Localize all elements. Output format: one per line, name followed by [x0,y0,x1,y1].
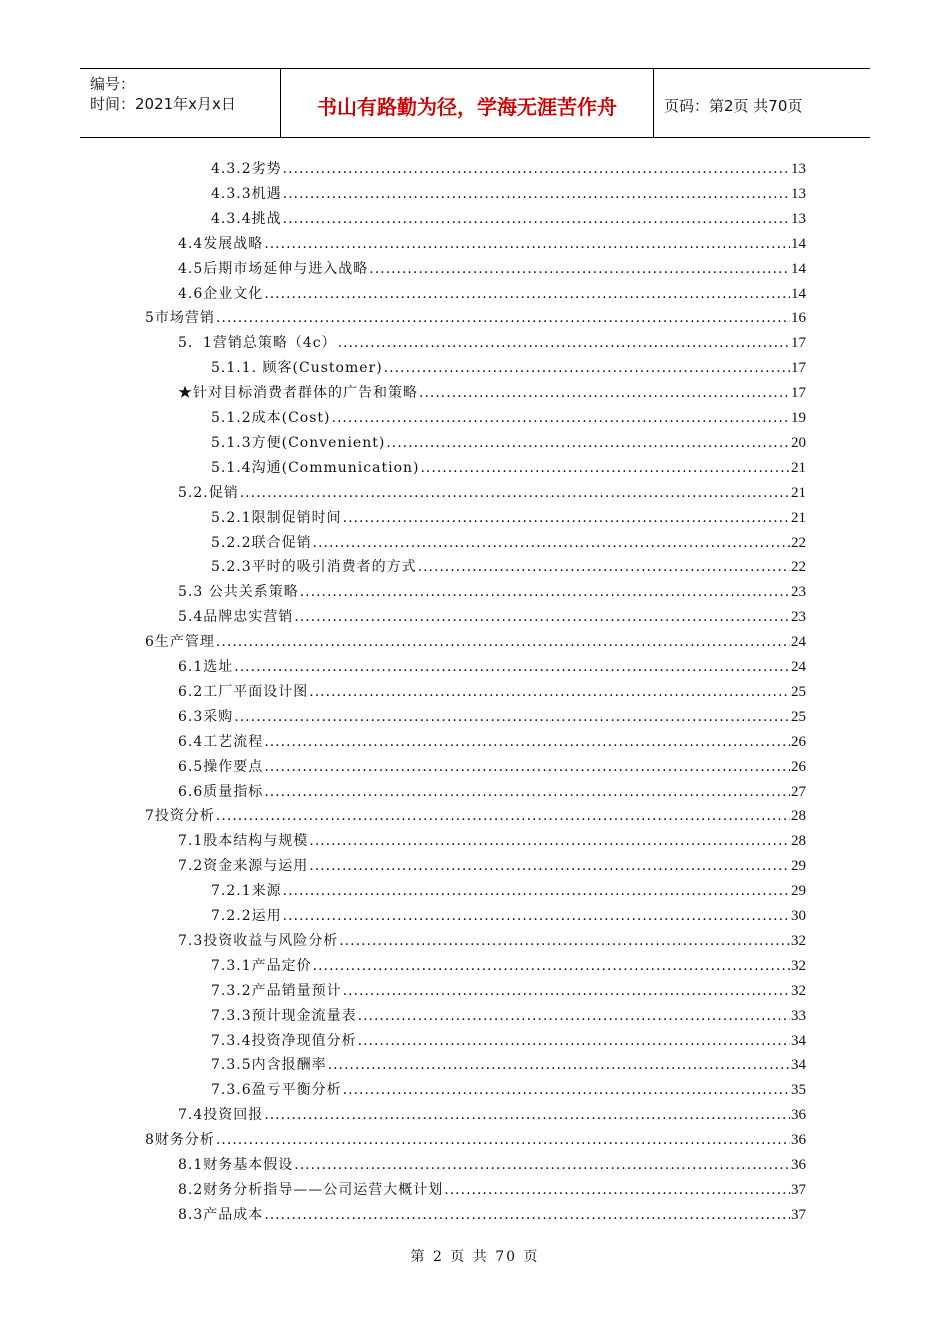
toc-entry[interactable] [211,1054,806,1076]
toc-entry[interactable] [178,706,806,728]
header-page-info: 页码：第2页 共70页 [664,97,803,115]
toc-dot-leader [264,759,790,775]
toc-entry[interactable] [211,556,806,578]
toc-entry[interactable] [211,905,806,927]
header-page-cell [654,69,870,137]
toc-dot-leader [339,933,790,949]
toc-entry-title: 5.2.1限制促销时间 [211,510,342,526]
toc-entry-page-number: 23 [791,609,806,625]
toc-entry[interactable] [145,805,806,827]
toc-dot-leader [264,236,790,252]
toc-entry-page-number: 13 [791,161,806,177]
toc-entry-title: 7.3.5内含报酬率 [211,1057,327,1073]
toc-entry[interactable] [178,1179,806,1201]
toc-entry[interactable] [178,830,806,852]
toc-entry[interactable] [211,880,806,902]
toc-dot-leader [283,211,790,227]
toc-entry-title: 5.1.2成本(Cost) [211,410,331,426]
toc-entry-title: 4.3.4挑战 [211,211,282,227]
toc-dot-leader [300,584,790,600]
toc-entry-page-number: 17 [791,335,806,351]
toc-entry-title: 8财务分析 [145,1132,215,1148]
toc-entry[interactable] [178,781,806,803]
toc-entry-page-number: 24 [791,659,806,675]
toc-entry-title: 4.4发展战略 [178,236,264,252]
toc-entry[interactable] [211,955,806,977]
toc-entry-page-number: 23 [791,584,806,600]
toc-dot-leader [420,460,790,476]
toc-entry-page-number: 32 [791,958,806,974]
toc-entry-title: 4.5后期市场延伸与进入战略 [178,261,369,277]
toc-entry-page-number: 17 [791,385,806,401]
toc-entry-title: 7.2资金来源与运用 [178,858,309,874]
toc-dot-leader [240,485,790,501]
toc-entry-title: 6.2工厂平面设计图 [178,684,309,700]
toc-entry-title: 7.3投资收益与风险分析 [178,933,339,949]
toc-entry-title: 7.3.3预计现金流量表 [211,1008,357,1024]
toc-entry-page-number: 34 [791,1057,806,1073]
toc-entry-title: 7投资分析 [145,808,215,824]
toc-entry-page-number: 37 [791,1182,806,1198]
toc-entry-page-number: 13 [791,186,806,202]
toc-entry[interactable] [178,731,806,753]
toc-entry-title: 6.5操作要点 [178,759,264,775]
toc-entry-page-number: 14 [791,236,806,252]
toc-dot-leader [283,161,790,177]
toc-entry[interactable] [211,507,806,529]
toc-entry-page-number: 22 [791,559,806,575]
page-header [80,68,870,138]
toc-entry-page-number: 21 [791,485,806,501]
toc-entry-page-number: 14 [791,286,806,302]
toc-entry-title: 5.4品牌忠实营销 [178,609,294,625]
toc-entry[interactable] [178,681,806,703]
toc-entry-title: 4.3.3机遇 [211,186,282,202]
toc-entry-title: 5.1.3方便(Convenient) [211,435,386,451]
toc-dot-leader [444,1182,790,1198]
toc-entry-page-number: 14 [791,261,806,277]
toc-entry[interactable] [178,581,806,603]
toc-entry-title: 7.3.6盈亏平衡分析 [211,1082,342,1098]
toc-dot-leader [313,535,790,551]
toc-dot-leader [234,659,790,675]
toc-entry-page-number: 27 [791,784,806,800]
toc-entry-page-number: 26 [791,759,806,775]
toc-entry-title: 5.3 公共关系策略 [178,584,299,600]
toc-entry-page-number: 24 [791,634,806,650]
toc-dot-leader [309,833,790,849]
toc-dot-leader [332,410,791,426]
toc-entry[interactable] [178,332,806,354]
toc-entry-title: 6.3采购 [178,709,234,725]
toc-entry[interactable] [178,1204,806,1226]
toc-entry-title: 7.2.2运用 [211,908,282,924]
toc-entry-page-number: 37 [791,1207,806,1223]
toc-entry-title: 8.2财务分析指导——公司运营大概计划 [178,1182,444,1198]
toc-dot-leader [264,286,790,302]
toc-dot-leader [264,1207,790,1223]
toc-entry[interactable] [211,407,806,429]
toc-entry[interactable] [211,1030,806,1052]
toc-dot-leader [313,958,790,974]
header-motto-cell [281,69,654,137]
toc-entry[interactable] [211,457,806,479]
toc-entry[interactable] [211,357,806,379]
toc-entry-page-number: 36 [791,1157,806,1173]
page-footer: 第 2 页 共 70 页 [410,1249,540,1265]
toc-entry-title: 4.3.2劣势 [211,161,282,177]
toc-dot-leader [264,784,790,800]
toc-entry-title: 7.3.2产品销量预计 [211,983,342,999]
toc-entry[interactable] [211,208,806,230]
toc-dot-leader [358,1033,790,1049]
toc-entry-page-number: 29 [791,858,806,874]
toc-entry-page-number: 29 [791,883,806,899]
toc-entry-title: 7.1股本结构与规模 [178,833,309,849]
toc-entry-page-number: 36 [791,1107,806,1123]
toc-dot-leader [264,1107,790,1123]
toc-entry-title: ★针对目标消费者群体的广告和策略 [178,385,418,401]
toc-entry-title: 5.1.4沟通(Communication) [211,460,420,476]
toc-entry[interactable] [145,307,806,329]
toc-entry[interactable] [178,930,806,952]
toc-dot-leader [328,1057,790,1073]
toc-entry-page-number: 33 [791,1008,806,1024]
toc-dot-leader [309,858,790,874]
toc-dot-leader [216,1132,790,1148]
toc-entry[interactable] [211,432,806,454]
toc-dot-leader [358,1008,790,1024]
toc-entry-page-number: 34 [791,1033,806,1049]
toc-entry[interactable] [211,158,806,180]
header-meta-cell [80,69,281,137]
toc-dot-leader [264,734,790,750]
toc-entry-title: 6生产管理 [145,634,215,650]
toc-dot-leader [216,808,790,824]
toc-entry-title: 7.3.1产品定价 [211,958,312,974]
toc-dot-leader [234,709,790,725]
toc-entry-title: 7.3.4投资净现值分析 [211,1033,357,1049]
toc-entry-page-number: 19 [791,410,806,426]
toc-entry-title: 6.4工艺流程 [178,734,264,750]
toc-entry-title: 7.4投资回报 [178,1107,264,1123]
toc-dot-leader [216,634,790,650]
toc-dot-leader [338,335,790,351]
toc-entry[interactable] [178,656,806,678]
toc-entry-title: 7.2.1来源 [211,883,282,899]
toc-dot-leader [386,435,790,451]
toc-entry-title: 5．1营销总策略（4c） [178,335,337,351]
toc-dot-leader [343,510,790,526]
toc-entry[interactable] [178,258,806,280]
toc-entry[interactable] [145,1129,806,1151]
toc-entry-page-number: 30 [791,908,806,924]
toc-dot-leader [294,609,790,625]
toc-entry-title: 5市场营销 [145,310,215,326]
toc-dot-leader [216,310,790,326]
toc-entry[interactable] [178,482,806,504]
toc-entry-title: 8.3产品成本 [178,1207,264,1223]
toc-entry-title: 5.2.促销 [178,485,239,501]
toc-dot-leader [283,883,790,899]
toc-dot-leader [294,1157,790,1173]
toc-entry[interactable] [178,233,806,255]
toc-entry-page-number: 13 [791,211,806,227]
toc-entry-page-number: 20 [791,435,806,451]
toc-entry[interactable] [211,183,806,205]
toc-dot-leader [343,1082,790,1098]
toc-entry-title: 5.2.2联合促销 [211,535,312,551]
toc-entry-page-number: 17 [791,360,806,376]
toc-entry-page-number: 36 [791,1132,806,1148]
toc-entry[interactable] [145,631,806,653]
toc-entry[interactable] [211,980,806,1002]
toc-entry-page-number: 22 [791,535,806,551]
toc-entry-page-number: 16 [791,310,806,326]
toc-entry-page-number: 32 [791,933,806,949]
toc-dot-leader [419,385,790,401]
toc-entry[interactable] [178,1154,806,1176]
toc-entry-title: 6.6质量指标 [178,784,264,800]
toc-entry-title: 5.1.1. 顾客(Customer) [211,360,383,376]
toc-entry[interactable] [178,283,806,305]
toc-entry[interactable] [178,855,806,877]
header-motto: 书山有路勤为径，学海无涯苦作舟 [317,95,617,119]
toc-entry[interactable] [211,1005,806,1027]
toc-dot-leader [343,983,790,999]
document-date: 时间：2021年x月x日 [90,95,236,113]
toc-entry-page-number: 26 [791,734,806,750]
toc-dot-leader [283,908,790,924]
toc-entry-page-number: 25 [791,684,806,700]
toc-entry-page-number: 28 [791,808,806,824]
toc-entry[interactable] [178,756,806,778]
toc-entry-title: 8.1财务基本假设 [178,1157,294,1173]
toc-dot-leader [418,559,790,575]
toc-entry[interactable] [211,532,806,554]
toc-entry[interactable] [178,606,806,628]
toc-entry[interactable] [178,1104,806,1126]
toc-dot-leader [384,360,790,376]
toc-entry-page-number: 28 [791,833,806,849]
toc-entry[interactable] [211,1079,806,1101]
toc-entry-title: 6.1选址 [178,659,234,675]
toc-dot-leader [283,186,790,202]
toc-dot-leader [309,684,790,700]
toc-entry-page-number: 35 [791,1082,806,1098]
toc-entry-title: 4.6企业文化 [178,286,264,302]
toc-dot-leader [369,261,790,277]
toc-entry[interactable] [178,382,806,404]
toc-entry-title: 5.2.3平时的吸引消费者的方式 [211,559,417,575]
toc-entry-page-number: 25 [791,709,806,725]
document-number-label: 编号： [90,75,136,93]
toc-entry-page-number: 21 [791,460,806,476]
toc-entry-page-number: 21 [791,510,806,526]
toc-entry-page-number: 32 [791,983,806,999]
